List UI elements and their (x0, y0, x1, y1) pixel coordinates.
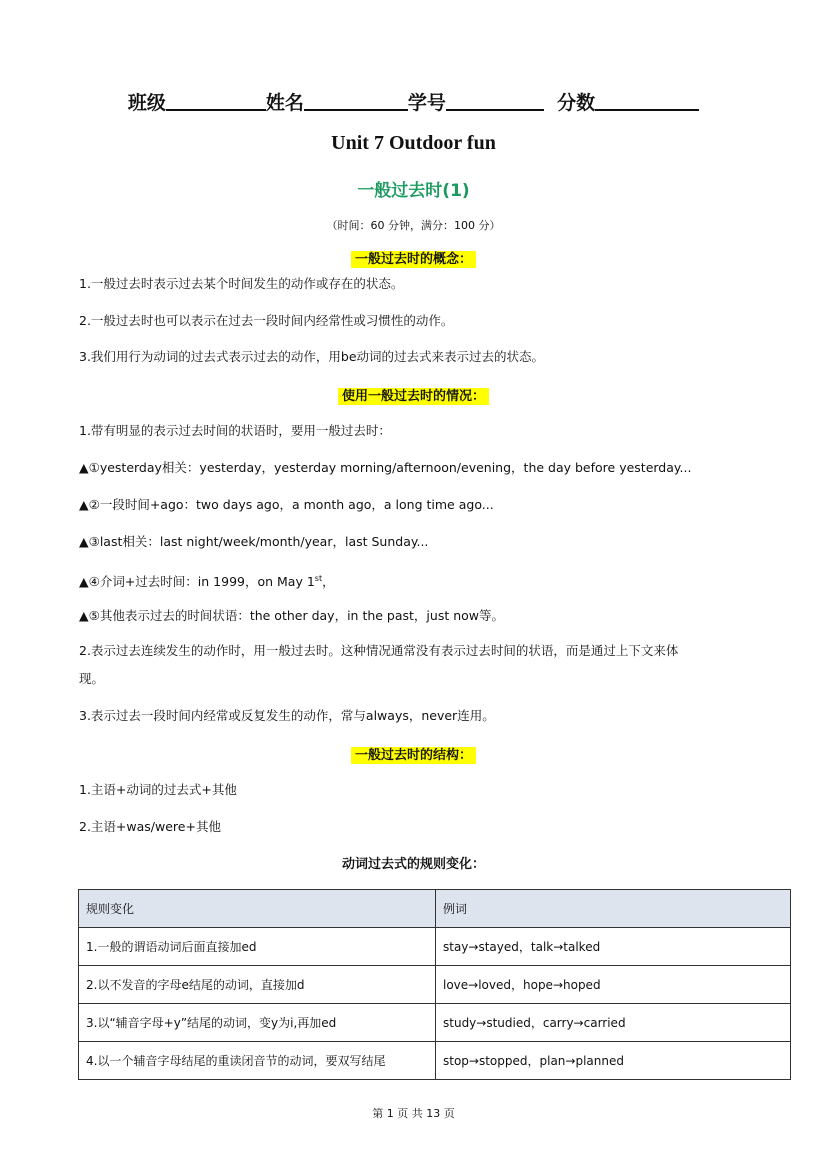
name-label: 姓名 (265, 92, 304, 114)
usage-bullet-2: ▲②一段时间+ago：two days ago，a month ago，a long time ago... (79, 497, 494, 512)
table-cell-example: love→loved，hope→hoped (436, 966, 791, 1004)
table-row (79, 966, 791, 1004)
usage-bullet-3: ▲③last相关：last night/week/month/year，last Sunday... (79, 534, 429, 549)
id-blank (446, 91, 544, 111)
table-header-example: 例词 (436, 890, 791, 928)
table-title: 动词过去式的规则变化： (341, 857, 485, 872)
table-row (79, 1042, 791, 1080)
rules-table (78, 889, 791, 1080)
score-label: 分数 (557, 92, 596, 114)
id-label: 学号 (407, 92, 446, 114)
section-heading-structure: 一般过去时的结构： (0, 744, 827, 763)
table-cell-rule: 2.以不发音的字母e结尾的动词，直接加d (79, 966, 436, 1004)
table-cell-rule: 3.以“辅音字母+y”结尾的动词，变y为i,再加ed (79, 1004, 436, 1042)
usage-bullet-5: ▲⑤其他表示过去的时间状语：the other day，in the past，just now等。 (79, 608, 505, 623)
usage-bullet-4: ▲④介词+过去时间：in 1999，on May 1st， (79, 574, 335, 590)
concept-item-2: 2.一般过去时也可以表示在过去一段时间内经常性或习惯性的动作。 (79, 313, 454, 328)
usage-item-2-line-2: 现。 (79, 671, 105, 686)
table-row (79, 1004, 791, 1042)
table-cell-example: study→studied，carry→carried (436, 1004, 791, 1042)
page-footer: 第 1 页 共 13 页 (372, 1107, 455, 1120)
timing-note: （时间：60 分钟，满分：100 分） (326, 219, 501, 232)
usage-item-3: 3.表示过去一段时间内经常或反复发生的动作，常与always，never连用。 (79, 708, 495, 723)
usage-intro: 1.带有明显的表示过去时间的状语时，要用一般过去时： (79, 423, 391, 438)
page-title: Unit 7 Outdoor fun (331, 132, 496, 154)
concept-item-3: 3.我们用行为动词的过去式表示过去的动作，用be动词的过去式来表示过去的状态。 (79, 349, 545, 364)
table-cell-example: stop→stopped，plan→planned (436, 1042, 791, 1080)
section-heading-concept: 一般过去时的概念： (0, 248, 827, 267)
section-heading-usage: 使用一般过去时的情况： (0, 385, 827, 404)
score-blank (595, 91, 699, 111)
class-label: 班级 (127, 92, 166, 114)
table-row (79, 928, 791, 966)
usage-bullet-1: ▲①yesterday相关：yesterday，yesterday morning/afternoon/evening，the day before yesterday... (79, 460, 692, 475)
page-subtitle: 一般过去时(1) (357, 181, 470, 201)
table-cell-rule: 4.以一个辅音字母结尾的重读闭音节的动词，要双写结尾 (79, 1042, 436, 1080)
student-info-line (0, 88, 827, 115)
name-blank (304, 91, 408, 111)
usage-item-2-line-1: 2.表示过去连续发生的动作时，用一般过去时。这种情况通常没有表示过去时间的状语，而是通过上下文来体 (79, 643, 679, 658)
structure-item-2: 2.主语+was/were+其他 (79, 819, 221, 834)
class-blank (166, 91, 266, 111)
table-cell-rule: 1.一般的谓语动词后面直接加ed (79, 928, 436, 966)
table-header-row (79, 890, 791, 928)
table-cell-example: stay→stayed，talk→talked (436, 928, 791, 966)
table-header-rule: 规则变化 (79, 890, 436, 928)
concept-item-1: 1.一般过去时表示过去某个时间发生的动作或存在的状态。 (79, 276, 404, 291)
structure-item-1: 1.主语+动词的过去式+其他 (79, 782, 237, 797)
